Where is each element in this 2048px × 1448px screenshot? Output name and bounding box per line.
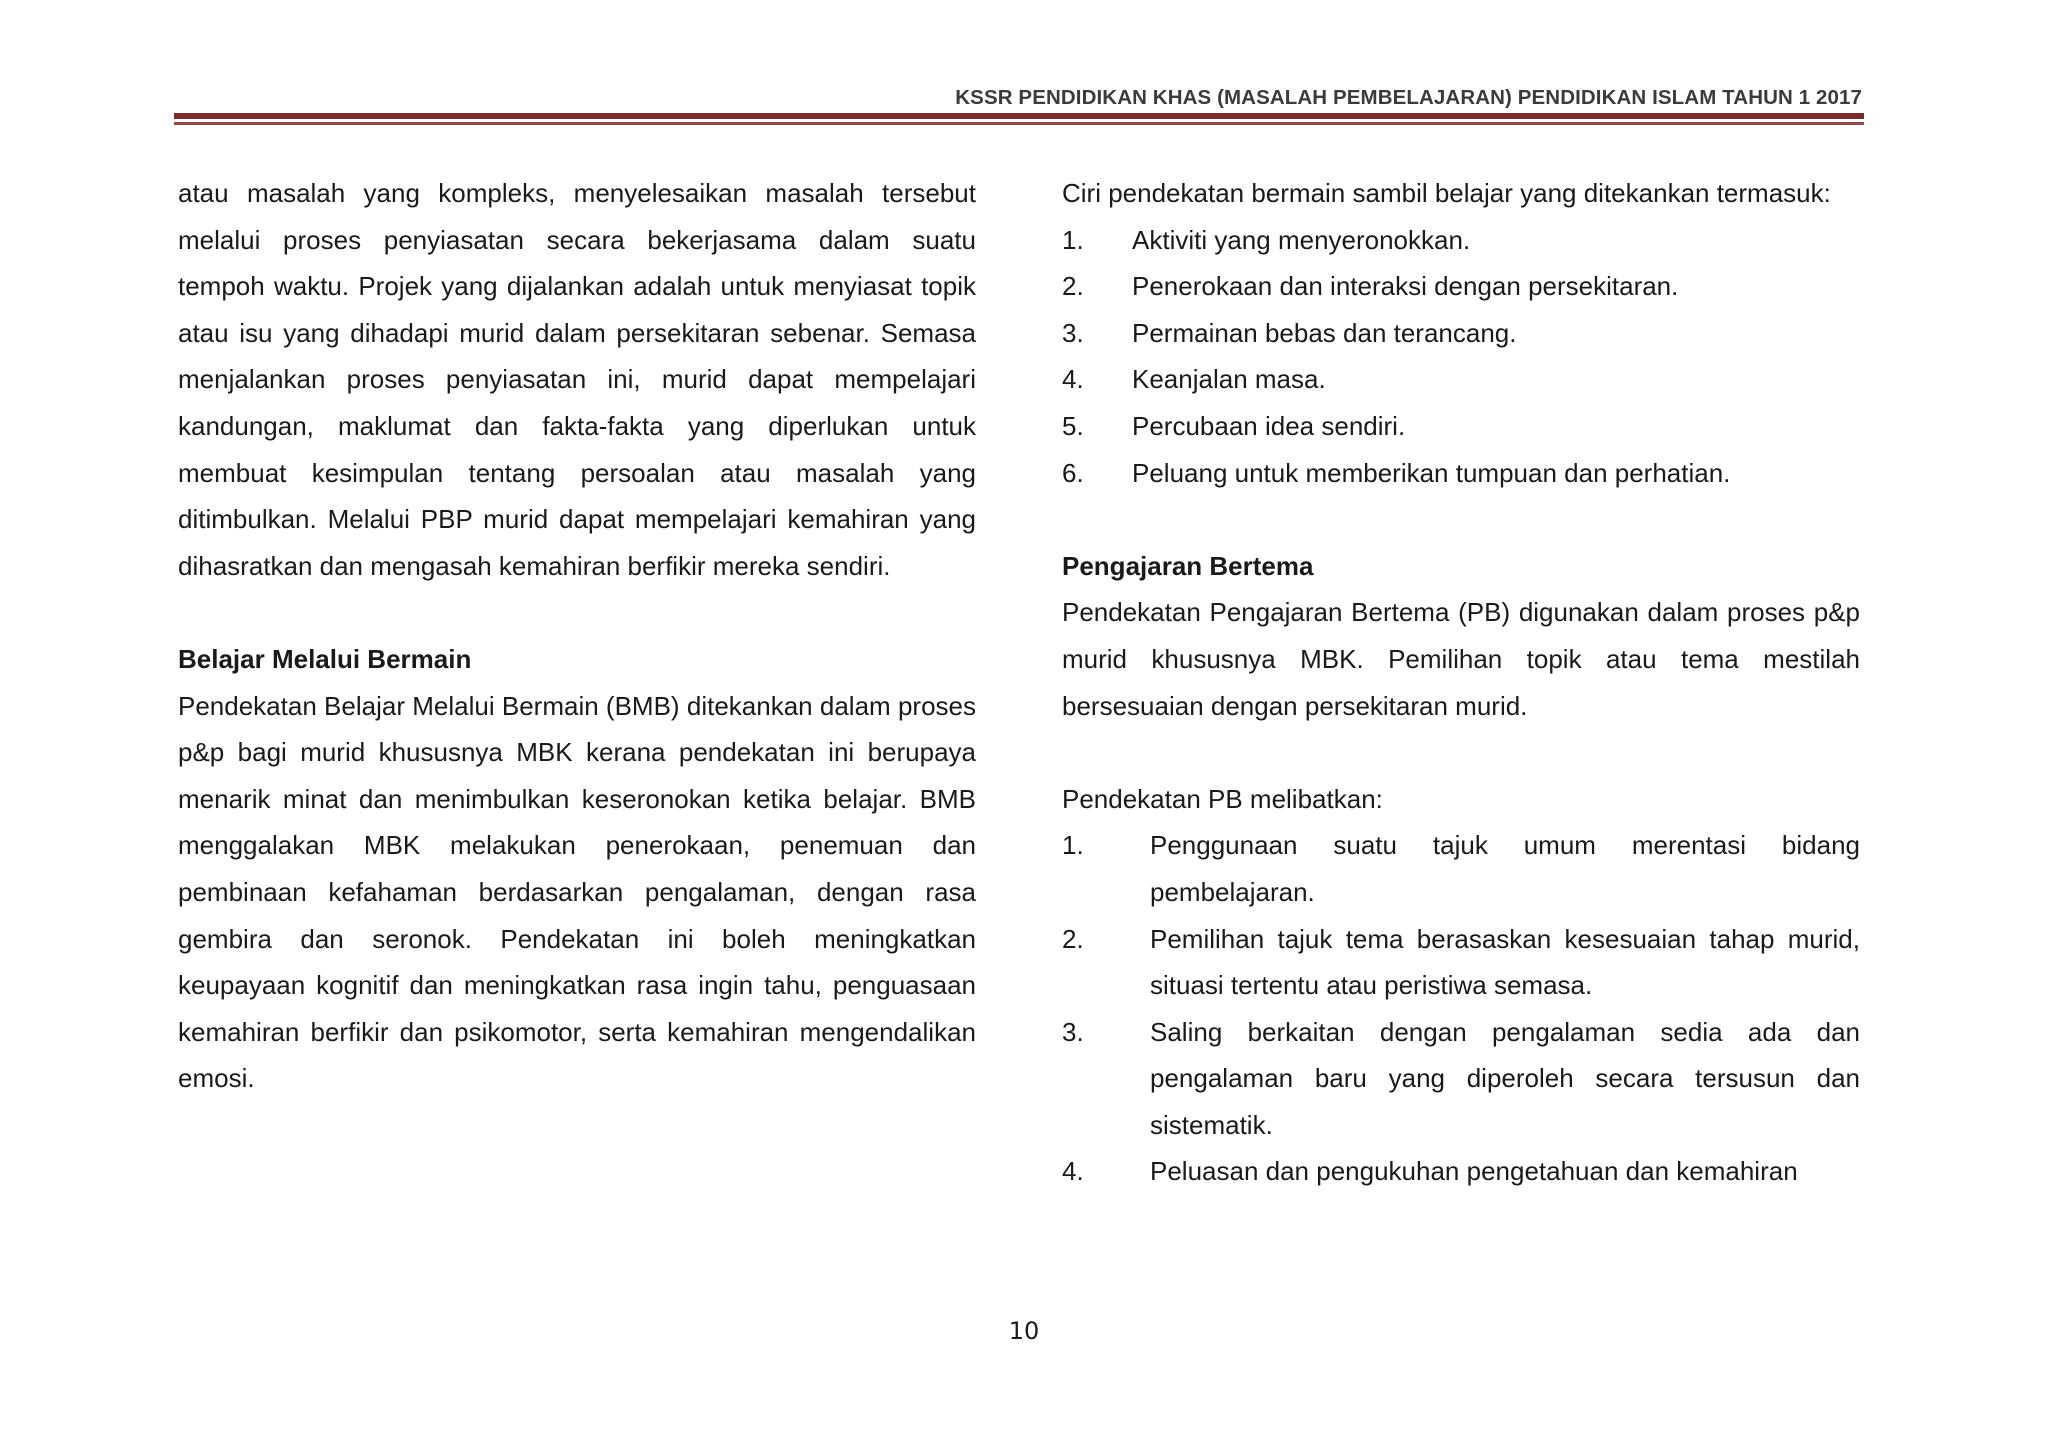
spacer xyxy=(178,589,976,636)
pb-paragraph: Pendekatan Pengajaran Bertema (PB) digunakan dalam proses p&p murid khususnya MBK. Pemilihan topik atau tema mestilah bersesuaian dengan persekitaran murid. xyxy=(1062,597,1860,721)
list-number: 1. xyxy=(1062,224,1084,255)
list-item-text: Pemilihan tajuk tema berasaskan kesesuaian tahap murid, situasi tertentu atau peristiwa semasa. xyxy=(1150,923,1860,1001)
list-item-text: Penerokaan dan interaksi dengan persekitaran. xyxy=(1132,271,1679,302)
list-item-text: Peluang untuk memberikan tumpuan dan perhatian. xyxy=(1132,457,1731,488)
list-item-text: Aktiviti yang menyeronokkan. xyxy=(1132,224,1471,255)
list-item xyxy=(1062,310,1860,357)
list-number: 3. xyxy=(1062,1016,1084,1047)
list-number: 5. xyxy=(1062,410,1084,441)
list-item-text: Keanjalan masa. xyxy=(1132,364,1326,395)
list-item-text: Penggunaan suatu tajuk umum merentasi bidang pembelajaran. xyxy=(1150,830,1860,907)
header-rule-thick xyxy=(174,113,1864,119)
list-item xyxy=(1062,916,1860,1009)
left-column xyxy=(178,170,976,1102)
list-item-text: Permainan bebas dan terancang. xyxy=(1132,317,1517,348)
list-item xyxy=(1062,356,1860,403)
list-number: 2. xyxy=(1062,923,1084,954)
list-item xyxy=(1062,263,1860,310)
list-item xyxy=(1062,1148,1860,1195)
list-item xyxy=(1062,403,1860,450)
list-item-text: Percubaan idea sendiri. xyxy=(1132,410,1406,441)
header-rule-thin xyxy=(174,122,1864,125)
intro-paragraph: atau masalah yang kompleks, menyelesaikan masalah tersebut melalui proses penyiasatan secara bekerjasama dalam suatu tempoh waktu. Projek yang dijalankan adalah untuk menyiasat topik atau isu yang dihadapi murid dalam persekitaran sebenar. Semasa menjalankan proses penyiasatan ini, murid dapat mempelajari kandungan, maklumat dan fakta-fakta yang diperlukan untuk membuat kesimpulan tentang persoalan atau masalah yang ditimbulkan. Melalui PBP murid dapat mempelajari kemahiran yang dihasratkan dan mengasah kemahiran berfikir mereka sendiri. xyxy=(178,178,976,581)
right-column xyxy=(1062,170,1860,1195)
list-number: 1. xyxy=(1062,830,1084,861)
pb-list-intro: Pendekatan PB melibatkan: xyxy=(1062,783,1383,814)
list-item-text: Saling berkaitan dengan pengalaman sedia ada dan pengalaman baru yang diperoleh secara tersusun dan sistematik. xyxy=(1150,1016,1860,1140)
bmb-paragraph: Pendekatan Belajar Melalui Bermain (BMB) ditekankan dalam proses p&p bagi murid khususnya MBK kerana pendekatan ini berupaya menarik minat dan menimbulkan keseronokan ketika belajar. BMB menggalakan MBK melakukan penerokaan, penemuan dan pembinaan kefahaman berdasarkan pengalaman, dengan rasa gembira dan seronok. Pendekatan ini boleh meningkatkan keupayaan kognitif dan meningkatkan rasa ingin tahu, penguasaan kemahiran berfikir dan psikomotor, serta kemahiran mengendalikan emosi. xyxy=(178,690,976,1094)
pb-list xyxy=(1062,822,1860,1195)
bmb-heading: Belajar Melalui Bermain xyxy=(178,643,472,674)
list-item xyxy=(1062,450,1860,497)
spacer xyxy=(1062,496,1860,543)
ciri-intro: Ciri pendekatan bermain sambil belajar yang ditekankan termasuk: xyxy=(1062,178,1831,208)
page-number: 10 xyxy=(1008,1317,1040,1345)
list-number: 3. xyxy=(1062,317,1084,348)
list-item xyxy=(1062,1009,1860,1149)
list-item xyxy=(1062,217,1860,264)
list-item-text: Peluasan dan pengukuhan pengetahuan dan kemahiran xyxy=(1150,1156,1798,1187)
pb-heading: Pengajaran Bertema xyxy=(1062,550,1314,581)
ciri-list xyxy=(1062,217,1860,497)
list-number: 2. xyxy=(1062,271,1084,302)
list-number: 4. xyxy=(1062,364,1084,395)
list-number: 4. xyxy=(1062,1156,1084,1187)
list-number: 6. xyxy=(1062,457,1084,488)
spacer xyxy=(1062,729,1860,776)
list-item xyxy=(1062,822,1860,915)
running-header: KSSR PENDIDIKAN KHAS (MASALAH PEMBELAJARAN) PENDIDIKAN ISLAM TAHUN 1 2017 xyxy=(955,86,1862,109)
